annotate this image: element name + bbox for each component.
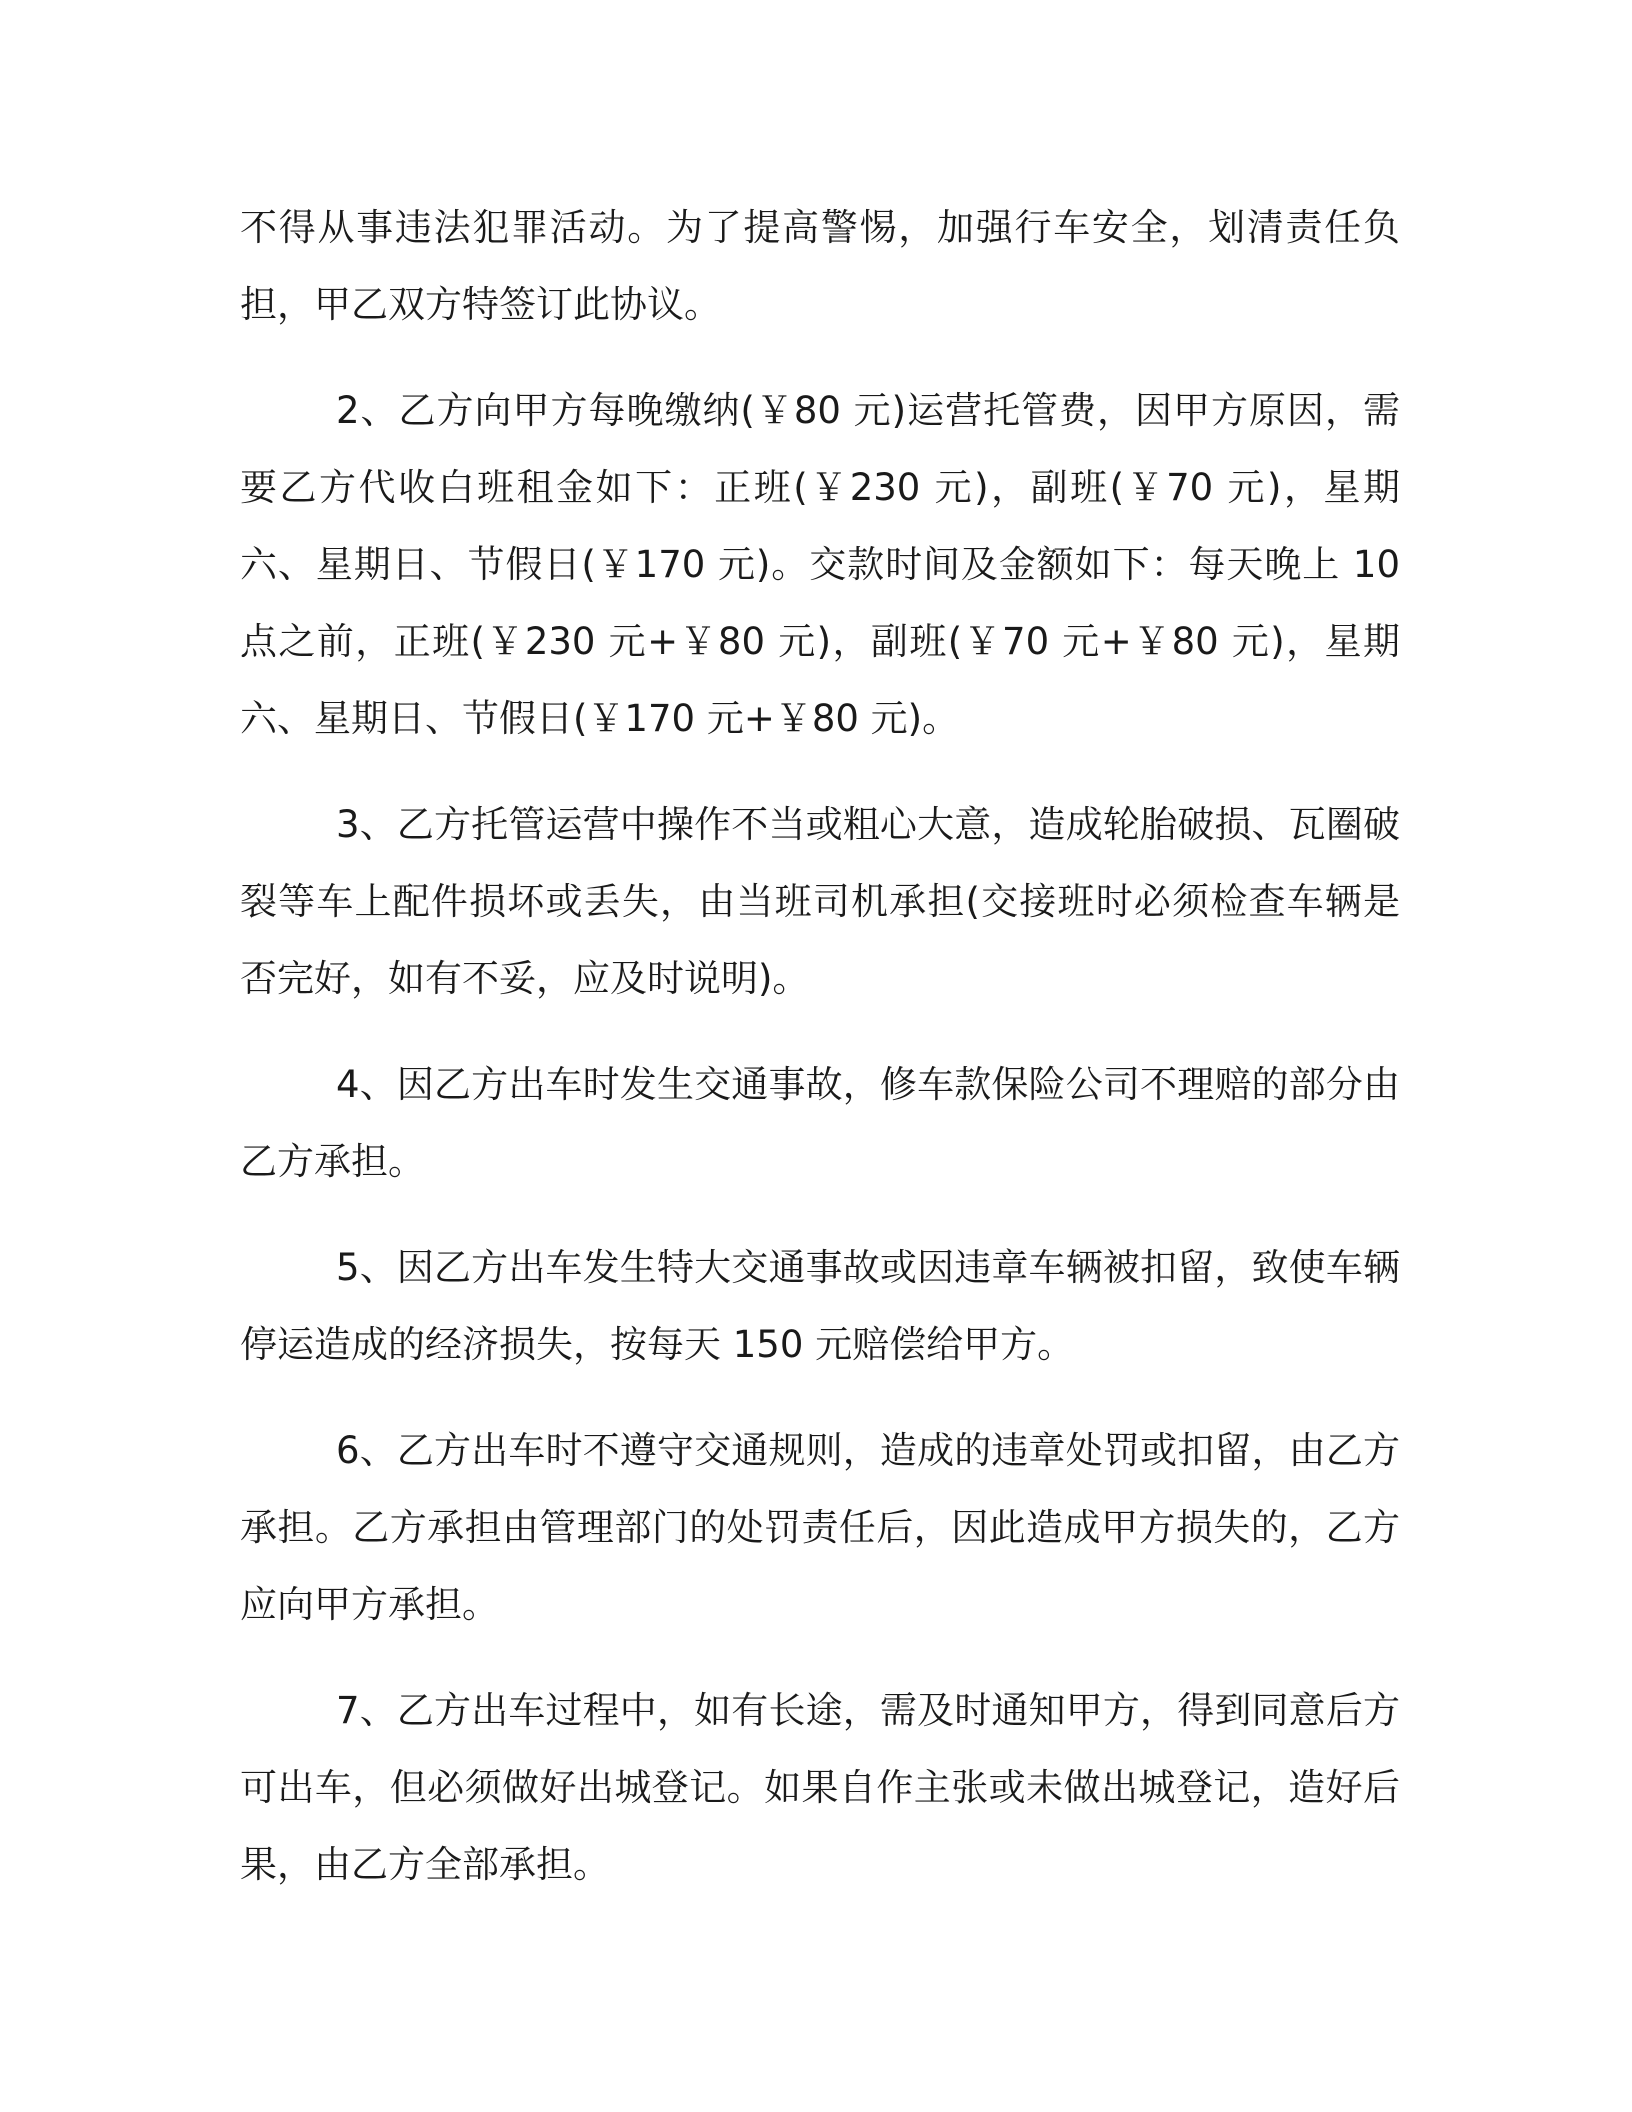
paragraph-clause-7: 7、乙方出车过程中，如有长途，需及时通知甲方，得到同意后方可出车，但必须做好出城登记。如果自作主张或未做出城登记，造好后果，由乙方全部承担。: [240, 1689, 1400, 1886]
paragraph-clause-4: 4、因乙方出车时发生交通事故，修车款保险公司不理赔的部分由乙方承担。: [240, 1063, 1400, 1183]
paragraph-clause-2: 2、乙方向甲方每晚缴纳(￥80 元)运营托管费，因甲方原因，需要乙方代收白班租金如下：正班(￥230 元)，副班(￥70 元)，星期六、星期日、节假日(￥170 元)。交款时间及金额如下：每天晚上 10 点之前，正班(￥230 元+￥80 元)，副班(￥70 元+￥80 元)，星期六、星期日、节假日(￥170 元+￥80 元)。: [240, 389, 1400, 740]
paragraph-clause-5: 5、因乙方出车发生特大交通事故或因违章车辆被扣留，致使车辆停运造成的经济损失，按每天 150 元赔偿给甲方。: [240, 1246, 1400, 1366]
paragraph-preamble-continuation: 不得从事违法犯罪活动。为了提高警惕，加强行车安全，划清责任负担，甲乙双方特签订此协议。: [240, 206, 1400, 326]
paragraph-clause-6: 6、乙方出车时不遵守交通规则，造成的违章处罚或扣留，由乙方承担。乙方承担由管理部门的处罚责任后，因此造成甲方损失的，乙方应向甲方承担。: [240, 1429, 1400, 1626]
paragraph-clause-3: 3、乙方托管运营中操作不当或粗心大意，造成轮胎破损、瓦圈破裂等车上配件损坏或丢失，由当班司机承担(交接班时必须检查车辆是否完好，如有不妥，应及时说明)。: [240, 803, 1400, 1000]
document-body: [240, 189, 1400, 1903]
